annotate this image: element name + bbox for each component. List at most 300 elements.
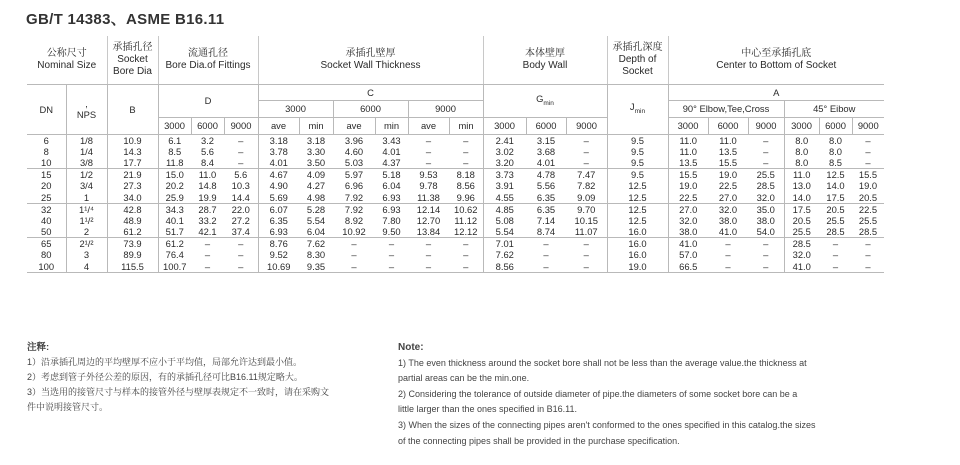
a90-class-3000: 3000: [668, 117, 708, 134]
table-cell: –: [763, 249, 769, 261]
table-cell: 10.62: [454, 203, 478, 215]
table-cell: 41.0: [784, 261, 819, 273]
table-cell: –: [725, 238, 731, 249]
table-cell: 12.12: [449, 226, 483, 238]
table-cell: 11.0: [668, 146, 708, 158]
table-cell: 3: [66, 249, 107, 261]
table-cell: 8.56: [456, 180, 475, 192]
table-cell: –: [583, 145, 589, 157]
table-cell: 35.0: [756, 203, 775, 215]
d-class-3000: 3000: [158, 117, 191, 134]
table-cell: 7.92: [333, 192, 375, 204]
table-cell: –: [566, 157, 607, 169]
table-cell: 28.7: [198, 203, 217, 215]
table-cell: 1¹/²: [66, 215, 107, 227]
table-cell: 5.54: [483, 226, 526, 238]
table-cell: 42.8: [107, 203, 158, 215]
table-cell: 14.0: [826, 180, 845, 192]
table-cell: 25.5: [756, 169, 775, 180]
table-cell: 3.91: [483, 180, 526, 192]
table-cell: 13.0: [784, 180, 819, 192]
table-cell: 16.0: [607, 226, 668, 238]
table-cell: 3.20: [483, 157, 526, 169]
table-cell: 2: [66, 226, 107, 238]
table-cell: 8.5: [158, 146, 191, 158]
table-cell: 10.3: [231, 180, 250, 192]
table-cell: 19.0: [607, 261, 668, 273]
c-6000-ave: ave: [333, 117, 375, 134]
table-cell: 27.3: [107, 180, 158, 192]
table-cell: –: [204, 249, 211, 261]
table-cell: 37.4: [224, 226, 258, 238]
table-cell: –: [852, 134, 884, 146]
table-cell: 9.70: [577, 203, 596, 215]
table-cell: –: [566, 134, 607, 146]
table-body: [27, 134, 884, 272]
table-row: [27, 169, 884, 181]
table-cell: 6.35: [536, 203, 556, 215]
elbow-45-header: 45° Eibow: [784, 100, 884, 117]
table-cell: 5.28: [306, 203, 326, 215]
table-row: [27, 261, 884, 273]
c-class-6000: 6000: [333, 100, 408, 117]
socket-bore-header: 承插孔径 Socket Bore Dia: [107, 36, 158, 84]
b-header: B: [107, 84, 158, 134]
table-cell: 3.78: [258, 146, 299, 158]
table-cell: 7.14: [536, 214, 556, 226]
table-cell: –: [388, 249, 395, 261]
table-cell: 27.0: [668, 203, 708, 215]
table-cell: 11.38: [408, 192, 449, 204]
g-class-3000: 3000: [483, 117, 526, 134]
table-cell: 3.68: [536, 145, 556, 157]
table-cell: 9.5: [607, 169, 668, 181]
notes-cn-item: 3）当选用的接管尺寸与样本的接管外径与壁厚表规定不一致时，请在采购文: [27, 387, 330, 397]
table-cell: 57.0: [668, 249, 708, 261]
table-cell: 3.18: [258, 134, 299, 146]
j-header: $J_{min}$: [607, 84, 668, 134]
table-cell: 11.0: [708, 134, 748, 146]
table-cell: 34.3: [158, 203, 191, 215]
table-cell: –: [238, 238, 244, 249]
g-class-6000: 6000: [526, 117, 566, 134]
table-cell: 21.9: [107, 169, 158, 181]
table-row: [27, 238, 884, 250]
table-cell: –: [526, 261, 566, 273]
table-cell: 8.0: [784, 134, 819, 146]
table-cell: 4.09: [306, 169, 326, 180]
table-cell: 100: [27, 261, 66, 273]
table-cell: 8.74: [526, 226, 566, 238]
table-cell: 8.56: [483, 261, 526, 273]
table-cell: 19.0: [668, 180, 708, 192]
table-cell: –: [238, 249, 244, 261]
table-cell: –: [224, 134, 258, 146]
table-cell: –: [408, 134, 449, 146]
table-row: [27, 249, 884, 261]
table-cell: 89.9: [107, 249, 158, 261]
socket-depth-header: 承插孔深度 Depth of Socket: [607, 36, 668, 84]
page-title: GB/T 14383、ASME B16.11: [26, 11, 225, 28]
table-cell: 1/4: [66, 146, 107, 158]
notes-en-item: little larger than the ones specified in B16.11.: [398, 404, 577, 415]
table-cell: 6.96: [344, 180, 364, 192]
table-cell: 6.04: [299, 226, 333, 238]
table-cell: 6.93: [375, 192, 408, 204]
table-cell: 6.35: [258, 215, 299, 227]
table-cell: 3.96: [333, 134, 375, 146]
a-header: A: [668, 84, 884, 100]
table-cell: 12.14: [416, 203, 441, 215]
table-cell: 4.85: [483, 203, 526, 215]
table-cell: 80: [41, 249, 52, 261]
table-cell: 50: [27, 226, 66, 238]
table-cell: 3.30: [306, 145, 326, 157]
table-cell: 15: [41, 169, 52, 180]
center-to-bottom-header: 中心至承插孔底 Center to Bottom of Socket: [668, 36, 884, 84]
table-cell: 5.03: [333, 157, 375, 169]
table-cell: –: [583, 249, 589, 261]
table-cell: 3.43: [375, 134, 408, 146]
table-cell: 73.9: [107, 238, 158, 250]
table-cell: 10.92: [333, 226, 375, 238]
table-cell: –: [832, 249, 839, 261]
header-row-1: [27, 36, 884, 84]
table-cell: 1/8: [66, 134, 107, 146]
table-cell: 11.12: [454, 214, 478, 226]
table-cell: 3.2: [191, 134, 224, 146]
table-cell: 2¹/²: [66, 238, 107, 250]
table-cell: 19.0: [858, 180, 878, 192]
table-cell: 3.02: [483, 146, 526, 158]
table-cell: 9.50: [375, 226, 408, 238]
table-cell: –: [191, 261, 224, 273]
table-cell: 1: [66, 192, 107, 204]
table-cell: –: [865, 249, 871, 261]
table-cell: 15.0: [158, 169, 191, 181]
table-cell: –: [725, 249, 731, 261]
wall-thickness-header: 承插孔壁厚 Socket Wall Thickness: [258, 36, 483, 84]
table-cell: 8.18: [456, 169, 475, 180]
table-row: [27, 226, 884, 238]
table-row: [27, 192, 884, 204]
table-cell: 32.0: [748, 192, 784, 204]
table-cell: 22.5: [718, 180, 738, 192]
table-cell: 5.18: [382, 169, 401, 180]
table-cell: 9.5: [607, 157, 668, 169]
table-cell: 9.5: [607, 134, 668, 146]
c-3000-ave: ave: [258, 117, 299, 134]
table-cell: 10.9: [107, 134, 158, 146]
notes-en-item: 1) The even thickness around the socket bore shall not be less than the average value.the thickness at: [398, 357, 807, 368]
table-cell: 1¹/⁴: [66, 203, 107, 215]
dimension-table: [27, 36, 884, 273]
table-cell: 48.9: [107, 215, 158, 227]
table-cell: 15.5: [708, 157, 748, 169]
c-3000-min: min: [299, 117, 333, 134]
table-cell: 6.04: [382, 180, 401, 192]
table-cell: 32.0: [668, 215, 708, 227]
table-cell: –: [408, 157, 449, 169]
header-row-2: [27, 84, 884, 100]
table-cell: 6.93: [382, 203, 401, 215]
table-cell: 3.18: [299, 134, 333, 146]
table-cell: –: [583, 238, 589, 249]
table-cell: 66.5: [668, 261, 708, 273]
table-cell: 32: [41, 203, 52, 215]
table-cell: –: [425, 238, 432, 249]
table-cell: 41.0: [668, 238, 708, 250]
a45-class-6000: 6000: [819, 117, 852, 134]
table-cell: 28.5: [756, 180, 775, 192]
table-cell: 1/2: [66, 169, 107, 181]
table-cell: 40.1: [158, 215, 191, 227]
table-cell: –: [566, 261, 607, 273]
table-cell: 34.0: [107, 192, 158, 204]
table-cell: –: [852, 157, 884, 169]
table-cell: 8.30: [306, 249, 326, 261]
table-cell: 25: [27, 192, 66, 204]
table-cell: 8.0: [784, 157, 819, 169]
table-cell: –: [748, 261, 784, 273]
table-cell: 10: [27, 157, 66, 169]
table-cell: –: [748, 157, 784, 169]
table-cell: 20.2: [158, 180, 191, 192]
table-cell: 9.52: [258, 249, 299, 261]
table-cell: 15.5: [858, 169, 878, 180]
table-cell: –: [819, 261, 852, 273]
table-cell: 12.5: [826, 169, 845, 180]
table-cell: –: [425, 249, 432, 261]
table-cell: –: [351, 249, 357, 261]
table-cell: 7.62: [306, 238, 326, 249]
table-cell: –: [748, 134, 784, 146]
table-cell: –: [449, 157, 483, 169]
table-cell: 51.7: [158, 226, 191, 238]
table-cell: –: [865, 145, 871, 157]
table-cell: –: [708, 261, 748, 273]
table-cell: 15.5: [668, 169, 708, 181]
table-cell: –: [449, 261, 483, 273]
table-cell: 28.5: [784, 238, 819, 250]
table-cell: 20.5: [784, 215, 819, 227]
table-cell: 3/8: [66, 157, 107, 169]
body-wall-header: 本体壁厚 Body Wall: [483, 36, 607, 84]
a90-class-6000: 6000: [708, 117, 748, 134]
table-cell: 5.56: [536, 180, 556, 192]
table-row: [27, 134, 884, 146]
notes-cn-item: 2）考虑到管子外径公差的原因，有的承插孔径可比B16.11规定略大。: [27, 372, 303, 382]
table-cell: 61.2: [107, 226, 158, 238]
notes-chinese: [27, 340, 367, 415]
table-cell: 11.0: [668, 134, 708, 146]
table-cell: 6.35: [526, 192, 566, 204]
table-cell: 5.6: [234, 169, 248, 180]
table-cell: –: [224, 157, 258, 169]
table-cell: 11.8: [158, 157, 191, 169]
table-cell: 11.0: [198, 169, 217, 180]
table-cell: 6.1: [158, 134, 191, 146]
table-row: [27, 157, 884, 169]
table-cell: 14.0: [784, 192, 819, 204]
table-cell: 25.5: [858, 214, 878, 226]
a45-class-3000: 3000: [784, 117, 819, 134]
notes-english: [398, 340, 898, 449]
table-cell: –: [832, 238, 839, 249]
table-cell: 5.69: [258, 192, 299, 204]
table-cell: 3.50: [299, 157, 333, 169]
table-cell: 6.07: [258, 203, 299, 215]
table-cell: 7.47: [577, 169, 596, 180]
table-cell: 4.55: [483, 192, 526, 204]
table-cell: 38.0: [718, 214, 738, 226]
table-cell: 42.1: [191, 226, 224, 238]
table-cell: 8.0: [819, 134, 852, 146]
table-cell: 6: [27, 134, 66, 146]
table-cell: 8.0: [828, 145, 843, 157]
notes-en-title: Note:: [398, 342, 424, 353]
table-cell: 19.0: [718, 169, 738, 180]
table-cell: –: [224, 261, 258, 273]
table-cell: 38.0: [668, 226, 708, 238]
table-cell: 4.78: [536, 169, 556, 180]
table-cell: 65: [41, 238, 52, 249]
table-cell: 12.5: [607, 215, 668, 227]
table-cell: 25.5: [784, 226, 819, 238]
table-cell: 27.0: [708, 192, 748, 204]
d-class-6000: 6000: [191, 117, 224, 134]
table-cell: 8.0: [784, 146, 819, 158]
table-cell: 8: [43, 145, 49, 157]
table-row: [27, 203, 884, 215]
d-header: D: [158, 84, 258, 117]
notes-en-item: of the connecting pipes shall be provided in the purchase specification.: [398, 435, 680, 446]
a45-class-9000: 9000: [852, 117, 884, 134]
table-cell: 4.01: [526, 157, 566, 169]
notes-cn-item: 1）沿承插孔周边的平均壁厚不应小于平均值，局部允许达到最小值。: [27, 357, 303, 367]
table-cell: 27.2: [231, 214, 250, 226]
table-cell: 25.9: [158, 192, 191, 204]
table-cell: 40: [41, 214, 52, 226]
table-cell: 4.67: [258, 169, 299, 181]
table-cell: 7.92: [344, 203, 364, 215]
table-cell: 13.84: [408, 226, 449, 238]
elbow-90-header: 90° Elbow,Tee,Cross: [668, 100, 784, 117]
table-cell: 10.69: [258, 261, 299, 273]
table-cell: 76.4: [158, 249, 191, 261]
table-cell: 12.5: [607, 203, 668, 215]
table-cell: 4.27: [306, 180, 326, 192]
table-cell: –: [238, 145, 244, 157]
table-cell: 13.5: [668, 157, 708, 169]
table-cell: 8.5: [819, 157, 852, 169]
table-cell: –: [449, 134, 483, 146]
table-cell: 14.4: [224, 192, 258, 204]
table-cell: 9.09: [566, 192, 607, 204]
table-cell: 22.0: [231, 203, 250, 215]
d-class-9000: 9000: [224, 117, 258, 134]
table-cell: 4.98: [299, 192, 333, 204]
table-cell: 13.5: [718, 145, 738, 157]
table-cell: 11.07: [566, 226, 607, 238]
table-cell: –: [865, 238, 871, 249]
table-cell: 7.82: [577, 180, 596, 192]
table-cell: 5.97: [344, 169, 364, 180]
fittings-bore-header: 流通孔径 Bore Dia.of Fittings: [158, 36, 258, 84]
table-cell: 32.0: [718, 203, 738, 215]
table-cell: 8.4: [191, 157, 224, 169]
table-cell: –: [351, 238, 357, 249]
table-cell: 5.08: [483, 215, 526, 227]
c-header: C: [258, 84, 483, 100]
c-9000-min: min: [449, 117, 483, 134]
table-cell: 12.5: [607, 180, 668, 192]
table-cell: 4.37: [375, 157, 408, 169]
c-class-9000: 9000: [408, 100, 483, 117]
nominal-size-header: 公称尺寸 Nominal Size: [27, 36, 107, 84]
table-cell: 7.01: [483, 238, 526, 250]
table-cell: –: [463, 145, 469, 157]
c-class-3000: 3000: [258, 100, 333, 117]
dn-header: DN: [39, 103, 54, 115]
table-cell: 100.7: [158, 261, 191, 273]
table-cell: 9.96: [449, 192, 483, 204]
table-cell: 14.8: [198, 180, 217, 192]
table-cell: 20.5: [852, 192, 884, 204]
notes-cn-item: 件中说明接管尺寸。: [27, 402, 109, 412]
table-cell: 38.0: [756, 214, 775, 226]
table-cell: 33.2: [198, 214, 217, 226]
nps-header: , NPS: [66, 84, 107, 134]
table-cell: 22.5: [858, 203, 878, 215]
table-cell: 9.35: [299, 261, 333, 273]
table-cell: 22.5: [668, 192, 708, 204]
table-cell: –: [388, 238, 395, 249]
a90-class-9000: 9000: [748, 117, 784, 134]
table-row: [27, 146, 884, 158]
table-cell: 10.15: [574, 214, 598, 226]
table-cell: 4.01: [258, 157, 299, 169]
table-cell: –: [204, 238, 211, 249]
table-cell: –: [333, 261, 375, 273]
table-cell: 12.70: [416, 214, 441, 226]
c-9000-ave: ave: [408, 117, 449, 134]
table-cell: 7.80: [382, 214, 401, 226]
table-cell: 4.01: [382, 145, 401, 157]
table-cell: 41.0: [708, 226, 748, 238]
table-cell: 16.0: [607, 238, 668, 250]
table-cell: –: [763, 238, 769, 249]
table-cell: 2.41: [483, 134, 526, 146]
table-cell: 9.5: [607, 146, 668, 158]
table-cell: 61.2: [158, 238, 191, 250]
table-cell: 115.5: [107, 261, 158, 273]
table-cell: 4.90: [258, 180, 299, 192]
table-cell: 9.53: [419, 169, 438, 180]
table-cell: 20.5: [826, 203, 845, 215]
table-cell: 3.15: [526, 134, 566, 146]
table-cell: 3.73: [483, 169, 526, 181]
table-cell: 19.9: [191, 192, 224, 204]
table-cell: 20: [41, 180, 52, 192]
table-cell: 54.0: [748, 226, 784, 238]
table-cell: –: [408, 261, 449, 273]
table-cell: 8.76: [258, 238, 299, 250]
table-cell: 9.78: [419, 180, 438, 192]
table-cell: 17.5: [819, 192, 852, 204]
table-cell: –: [763, 145, 769, 157]
table-cell: 5.6: [200, 145, 215, 157]
